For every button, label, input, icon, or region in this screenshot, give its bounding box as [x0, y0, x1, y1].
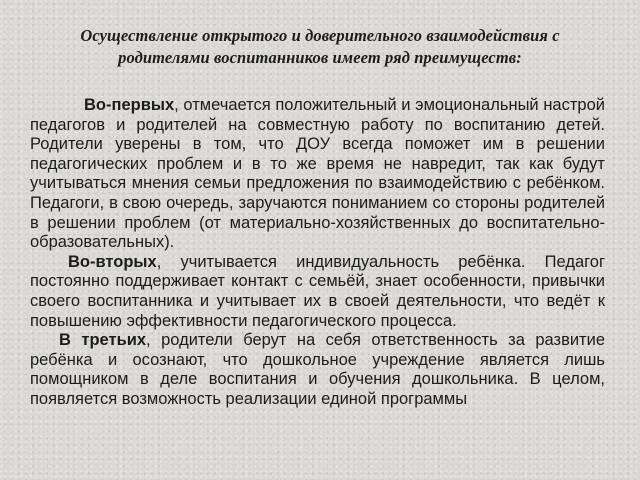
paragraph-third-lead: В третьих [59, 331, 147, 350]
paragraph-first-lead: Во-первых [84, 96, 175, 114]
paragraph-first [30, 96, 605, 253]
paragraph-second [30, 253, 605, 331]
paragraph-second-text: , учитывается индивидуальность ребёнка. Педагог постоянно поддерживает контакт с семьёй, знает особенности, привычки своего воспитанника и учитывает их в своей деятельности, что ведёт к повышению эффективности педагогического процесса. [30, 252, 605, 330]
paragraph-first-text: , отмечается положительный и эмоциональный настрой педагогов и родителей на совместную работу по воспитанию детей. Родители уверены в том, что ДОУ всегда поможет им в решении педагогических проблем и в то же время не навредит, так как будут учитываться мнения семьи предложения по взаимодействию с ребёнком. Педагоги, в свою очередь, заручаются пониманием со стороны родителей в решении проблем (от материально-хозяйственных до воспитательно-образовательных). [30, 96, 605, 252]
slide-title-line-2: родителями воспитанников имеет ряд преимуществ: [118, 48, 522, 67]
paragraph-third-text: , родители берут на себя ответственность за развитие ребёнка и осознают, что дошкольное учреждение является лишь помощником в деле воспитания и обучения дошкольника. В целом, появляется возможность реализации единой программы [30, 331, 606, 408]
paragraph-second-lead: Во-вторых [68, 252, 157, 271]
slide-title [40, 25, 600, 69]
slide-body [30, 96, 605, 410]
paragraph-third [30, 331, 605, 409]
slide-title-line-1: Осуществление открытого и доверительного взаимодействия с [80, 26, 560, 45]
